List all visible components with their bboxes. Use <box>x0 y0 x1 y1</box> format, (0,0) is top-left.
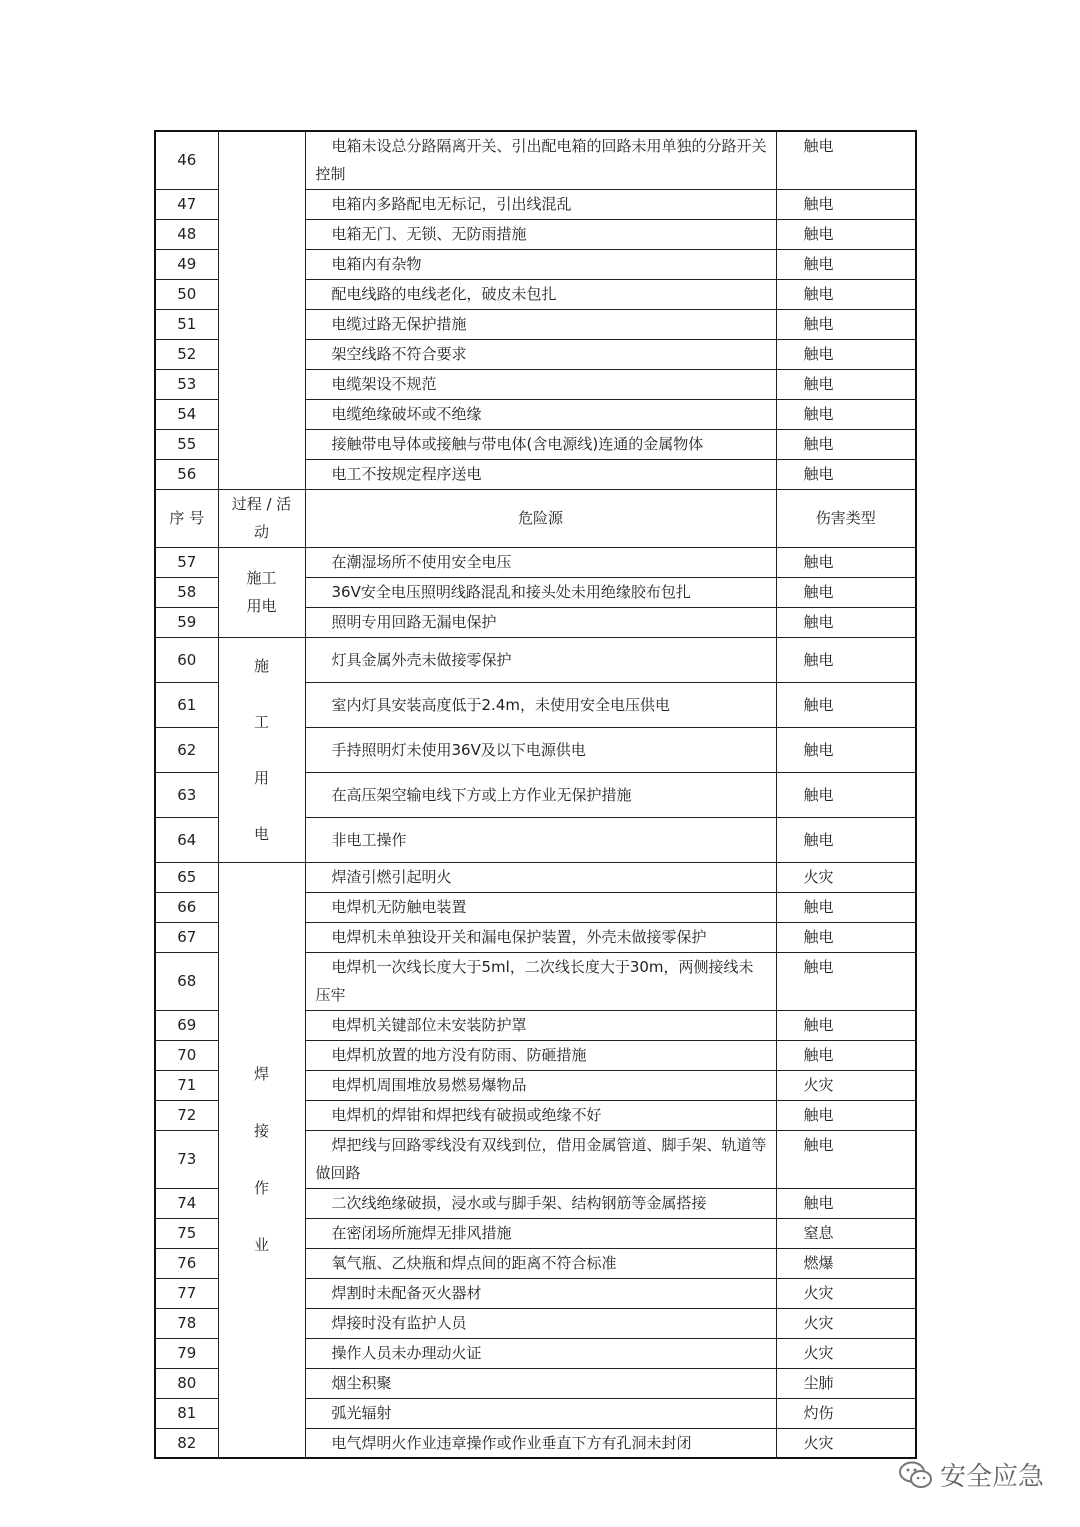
table-row <box>155 862 916 892</box>
injury-type-cell: 触电 <box>776 459 916 489</box>
table-row <box>155 131 916 189</box>
hazard-cell: 二次线绝缘破损，浸水或与脚手架、结构钢筋等金属搭接 <box>305 1188 776 1218</box>
hazard-cell: 电箱内多路配电无标记，引出线混乱 <box>305 189 776 219</box>
row-number: 69 <box>155 1010 218 1040</box>
injury-type-cell: 窒息 <box>776 1218 916 1248</box>
hazard-cell: 电焊机未单独设开关和漏电保护装置，外壳未做接零保护 <box>305 922 776 952</box>
injury-type-cell: 触电 <box>776 279 916 309</box>
injury-type-cell: 触电 <box>776 892 916 922</box>
hazard-cell: 电焊机放置的地方没有防雨、防砸措施 <box>305 1040 776 1070</box>
header-hazard: 危险源 <box>305 489 776 547</box>
injury-type-cell: 触电 <box>776 309 916 339</box>
row-number: 50 <box>155 279 218 309</box>
row-number: 66 <box>155 892 218 922</box>
row-number: 64 <box>155 817 218 862</box>
hazard-cell: 电焊机的焊钳和焊把线有破损或绝缘不好 <box>305 1100 776 1130</box>
process-label: 施 工 用 电 <box>218 637 305 862</box>
injury-type-cell: 火灾 <box>776 862 916 892</box>
hazard-table <box>154 130 917 1459</box>
row-number: 79 <box>155 1338 218 1368</box>
process-cell-blank <box>218 131 305 489</box>
injury-type-cell: 触电 <box>776 637 916 682</box>
hazard-cell: 焊把线与回路零线没有双线到位，借用金属管道、脚手架、轨道等做回路 <box>305 1130 776 1188</box>
injury-type-cell: 触电 <box>776 219 916 249</box>
row-number: 81 <box>155 1398 218 1428</box>
row-number: 46 <box>155 131 218 189</box>
injury-type-cell: 燃爆 <box>776 1248 916 1278</box>
row-number: 76 <box>155 1248 218 1278</box>
row-number: 59 <box>155 607 218 637</box>
hazard-cell: 手持照明灯未使用36V及以下电源供电 <box>305 727 776 772</box>
hazard-cell: 36V安全电压照明线路混乱和接头处未用绝缘胶布包扎 <box>305 577 776 607</box>
row-number: 75 <box>155 1218 218 1248</box>
row-number: 56 <box>155 459 218 489</box>
hazard-cell: 接触带电导体或接触与带电体(含电源线)连通的金属物体 <box>305 429 776 459</box>
row-number: 55 <box>155 429 218 459</box>
injury-type-cell: 触电 <box>776 1188 916 1218</box>
hazard-cell: 焊割时未配备灭火器材 <box>305 1278 776 1308</box>
wechat-icon <box>898 1460 934 1490</box>
hazard-cell: 电缆架设不规范 <box>305 369 776 399</box>
hazard-cell: 架空线路不符合要求 <box>305 339 776 369</box>
process-label: 施工 用电 <box>218 547 305 637</box>
row-number: 73 <box>155 1130 218 1188</box>
hazard-cell: 电箱未设总分路隔离开关、引出配电箱的回路未用单独的分路开关控制 <box>305 131 776 189</box>
hazard-cell: 焊接时没有监护人员 <box>305 1308 776 1338</box>
row-number: 48 <box>155 219 218 249</box>
row-number: 77 <box>155 1278 218 1308</box>
row-number: 62 <box>155 727 218 772</box>
hazard-cell: 配电线路的电线老化，破皮未包扎 <box>305 279 776 309</box>
hazard-cell: 在高压架空输电线下方或上方作业无保护措施 <box>305 772 776 817</box>
hazard-cell: 弧光辐射 <box>305 1398 776 1428</box>
table-row <box>155 547 916 577</box>
row-number: 54 <box>155 399 218 429</box>
hazard-cell: 电气焊明火作业违章操作或作业垂直下方有孔洞未封闭 <box>305 1428 776 1458</box>
injury-type-cell: 火灾 <box>776 1278 916 1308</box>
table-row <box>155 637 916 682</box>
injury-type-cell: 触电 <box>776 547 916 577</box>
table-header-row <box>155 489 916 547</box>
injury-type-cell: 触电 <box>776 1100 916 1130</box>
injury-type-cell: 触电 <box>776 429 916 459</box>
row-number: 74 <box>155 1188 218 1218</box>
injury-type-cell: 触电 <box>776 1130 916 1188</box>
injury-type-cell: 触电 <box>776 922 916 952</box>
injury-type-cell: 触电 <box>776 607 916 637</box>
hazard-cell: 电焊机关键部位未安装防护罩 <box>305 1010 776 1040</box>
row-number: 57 <box>155 547 218 577</box>
injury-type-cell: 触电 <box>776 772 916 817</box>
injury-type-cell: 火灾 <box>776 1338 916 1368</box>
hazard-cell: 灯具金属外壳未做接零保护 <box>305 637 776 682</box>
row-number: 60 <box>155 637 218 682</box>
hazard-cell: 电箱内有杂物 <box>305 249 776 279</box>
injury-type-cell: 灼伤 <box>776 1398 916 1428</box>
row-number: 78 <box>155 1308 218 1338</box>
hazard-cell: 电缆过路无保护措施 <box>305 309 776 339</box>
hazard-cell: 在密闭场所施焊无排风措施 <box>305 1218 776 1248</box>
hazard-cell: 在潮湿场所不使用安全电压 <box>305 547 776 577</box>
injury-type-cell: 触电 <box>776 577 916 607</box>
hazard-cell: 非电工操作 <box>305 817 776 862</box>
row-number: 53 <box>155 369 218 399</box>
injury-type-cell: 触电 <box>776 682 916 727</box>
row-number: 65 <box>155 862 218 892</box>
hazard-cell: 电焊机一次线长度大于5ml，二次线长度大于30m，两侧接线未压牢 <box>305 952 776 1010</box>
hazard-cell: 照明专用回路无漏电保护 <box>305 607 776 637</box>
hazard-cell: 电箱无门、无锁、无防雨措施 <box>305 219 776 249</box>
hazard-cell: 电焊机周围堆放易燃易爆物品 <box>305 1070 776 1100</box>
watermark-text: 安全应急 <box>939 1462 1044 1492</box>
hazard-cell: 电工不按规定程序送电 <box>305 459 776 489</box>
injury-type-cell: 触电 <box>776 131 916 189</box>
row-number: 49 <box>155 249 218 279</box>
injury-type-cell: 触电 <box>776 952 916 1010</box>
row-number: 47 <box>155 189 218 219</box>
row-number: 70 <box>155 1040 218 1070</box>
injury-type-cell: 触电 <box>776 1010 916 1040</box>
hazard-cell: 焊渣引燃引起明火 <box>305 862 776 892</box>
hazard-cell: 电焊机无防触电装置 <box>305 892 776 922</box>
hazard-cell: 氧气瓶、乙炔瓶和焊点间的距离不符合标准 <box>305 1248 776 1278</box>
header-process: 过程 / 活动 <box>218 489 305 547</box>
row-number: 72 <box>155 1100 218 1130</box>
injury-type-cell: 触电 <box>776 727 916 772</box>
watermark <box>898 1456 1044 1493</box>
process-label: 焊 接 作 业 <box>218 862 305 1458</box>
row-number: 51 <box>155 309 218 339</box>
injury-type-cell: 火灾 <box>776 1428 916 1458</box>
row-number: 63 <box>155 772 218 817</box>
row-number: 80 <box>155 1368 218 1398</box>
injury-type-cell: 触电 <box>776 1040 916 1070</box>
injury-type-cell: 触电 <box>776 339 916 369</box>
row-number: 71 <box>155 1070 218 1100</box>
row-number: 68 <box>155 952 218 1010</box>
row-number: 58 <box>155 577 218 607</box>
hazard-cell: 室内灯具安装高度低于2.4m，未使用安全电压供电 <box>305 682 776 727</box>
injury-type-cell: 触电 <box>776 817 916 862</box>
injury-type-cell: 触电 <box>776 399 916 429</box>
hazard-cell: 烟尘积聚 <box>305 1368 776 1398</box>
row-number: 61 <box>155 682 218 727</box>
row-number: 52 <box>155 339 218 369</box>
injury-type-cell: 触电 <box>776 189 916 219</box>
hazard-cell: 操作人员未办理动火证 <box>305 1338 776 1368</box>
header-seq: 序 号 <box>155 489 218 547</box>
injury-type-cell: 触电 <box>776 249 916 279</box>
injury-type-cell: 尘肺 <box>776 1368 916 1398</box>
hazard-cell: 电缆绝缘破坏或不绝缘 <box>305 399 776 429</box>
injury-type-cell: 火灾 <box>776 1070 916 1100</box>
row-number: 82 <box>155 1428 218 1458</box>
injury-type-cell: 触电 <box>776 369 916 399</box>
row-number: 67 <box>155 922 218 952</box>
header-type: 伤害类型 <box>776 489 916 547</box>
injury-type-cell: 火灾 <box>776 1308 916 1338</box>
